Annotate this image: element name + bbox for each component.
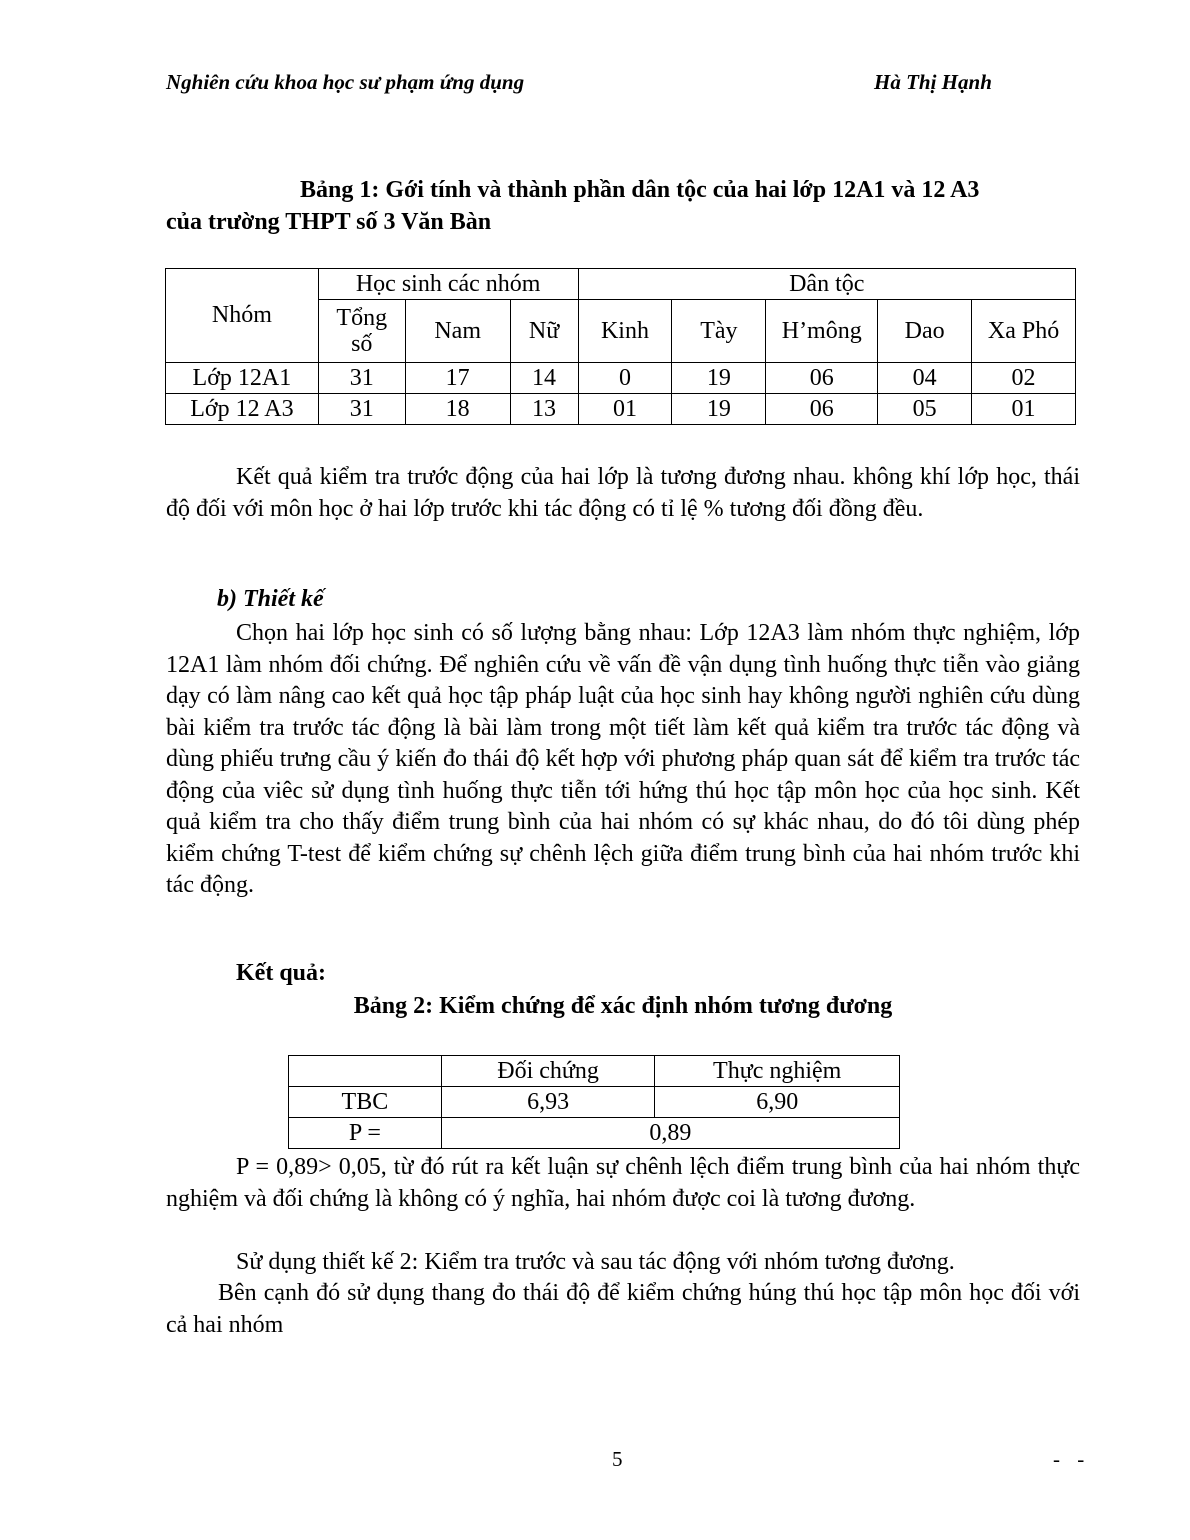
- table-cell: 31: [318, 394, 405, 425]
- table-row: [289, 1118, 900, 1149]
- table-cell: 19: [672, 394, 766, 425]
- table1-col-nhom: Nhóm: [166, 269, 319, 363]
- table2-col-thucnghiem: Thực nghiệm: [655, 1056, 900, 1087]
- table2-row-p-value: 0,89: [441, 1118, 899, 1149]
- table2-col-doichung: Đối chứng: [441, 1056, 655, 1087]
- table1-sub-tongso: [318, 300, 405, 363]
- table-cell: Lớp 12A1: [166, 363, 319, 394]
- table1-title-line2: của trường THPT số 3 Văn Bàn: [166, 209, 492, 235]
- table2-row-tbc-label: TBC: [289, 1087, 442, 1118]
- table-cell: 0: [578, 363, 672, 394]
- section-heading-b: b) Thiết kế: [217, 586, 324, 612]
- table-cell: 01: [578, 394, 672, 425]
- footer-dashes: - -: [1053, 1447, 1091, 1471]
- paragraph-1: Kết quả kiểm tra trước động của hai lớp là tương đương nhau. không khí lớp học, thái độ đối với môn học ở hai lớp trước khi tác động có tỉ lệ % tương đối đồng đều.: [166, 464, 1080, 522]
- table1: [165, 268, 1076, 425]
- table1-sub-nam: Nam: [405, 300, 510, 363]
- table1-title: [166, 174, 1080, 238]
- table-row: [166, 394, 1076, 425]
- table-cell: 06: [766, 394, 878, 425]
- header-author: Hà Thị Hạnh: [874, 70, 992, 94]
- table2-row-tbc-thucnghiem: 6,90: [655, 1087, 900, 1118]
- paragraph-4: Sử dụng thiết kế 2: Kiểm tra trước và sau tác động với nhóm tương đương.: [236, 1249, 955, 1275]
- page-number: 5: [612, 1447, 623, 1471]
- table-row: [289, 1087, 900, 1118]
- table2-header-row: [289, 1056, 900, 1087]
- table1-group-dantoc: Dân tộc: [578, 269, 1075, 300]
- table1-group-hocsinh: Học sinh các nhóm: [318, 269, 578, 300]
- table1-header-row-1: [166, 269, 1076, 300]
- table-cell: 06: [766, 363, 878, 394]
- table-cell: 31: [318, 363, 405, 394]
- table2-row-p-label: P =: [289, 1118, 442, 1149]
- paragraph-3: P = 0,89> 0,05, từ đó rút ra kết luận sự chênh lệch điểm trung bình của hai nhóm thực nghiệm và đối chứng là không có ý nghĩa, hai nhóm được coi là tương đương.: [166, 1154, 1080, 1212]
- table-cell: 13: [510, 394, 578, 425]
- table-cell: 17: [405, 363, 510, 394]
- table-row: [166, 363, 1076, 394]
- table-cell: 14: [510, 363, 578, 394]
- table-cell: 02: [972, 363, 1076, 394]
- table1-sub-dao: Dao: [878, 300, 972, 363]
- table1-title-line1: Bảng 1: Gới tính và thành phần dân tộc của hai lớp 12A1 và 12 A3: [300, 177, 980, 203]
- table-cell: 19: [672, 363, 766, 394]
- header-title: Nghiên cứu khoa học sư phạm ứng dụng: [166, 70, 525, 94]
- table-cell: 18: [405, 394, 510, 425]
- table1-sub-tongso-line1: Tổng: [336, 305, 388, 331]
- table-cell: 05: [878, 394, 972, 425]
- table2-title: Bảng 2: Kiểm chứng để xác định nhóm tương đương: [353, 993, 893, 1019]
- table-cell: Lớp 12 A3: [166, 394, 319, 425]
- paragraph-2: Chọn hai lớp học sinh có số lượng bằng nhau: Lớp 12A3 làm nhóm thực nghiệm, lớp 12A1 làm nhóm đối chứng. Để nghiên cứu về vấn đề vận dụng tình huống thực tiễn vào giảng dạy có làm nâng cao kết quả học tập pháp luật của học sinh hay không người nghiên cứu dùng bài kiểm tra trước tác động là bài làm trong một tiết làm kết quả kiểm tra trước tác động và dùng phiếu trưng cầu ý kiến đo thái độ kết hợp với phương pháp quan sát để kiểm tra trước tác động của viêc sử dụng tình huống thực tiễn tới hứng thú học tập môn học của học sinh. Kết quả kiểm tra cho thấy điểm trung bình của hai nhóm có sự khác nhau, do đó tôi dùng phép kiểm chứng T-test để kiểm chứng sự chênh lệch giữa điểm trung bình của hai nhóm trước khi tác động.: [166, 620, 1080, 898]
- paragraph-5: Bên cạnh đó sử dụng thang đo thái độ để kiểm chứng húng thú học tập môn học đối với cả hai nhóm: [166, 1280, 1080, 1338]
- table1-sub-tay: Tày: [672, 300, 766, 363]
- table2: [288, 1055, 900, 1149]
- table2-row-tbc-doichung: 6,93: [441, 1087, 655, 1118]
- table-cell: 01: [972, 394, 1076, 425]
- ketqua-heading: Kết quả:: [236, 960, 326, 986]
- table1-sub-kinh: Kinh: [578, 300, 672, 363]
- table-cell: 04: [878, 363, 972, 394]
- table1-sub-tongso-line2: số: [351, 331, 373, 357]
- table1-sub-hmong: H’mông: [766, 300, 878, 363]
- table2-empty-cell: [289, 1056, 442, 1087]
- table1-sub-xapho: Xa Phó: [972, 300, 1076, 363]
- table1-sub-nu: Nữ: [510, 300, 578, 363]
